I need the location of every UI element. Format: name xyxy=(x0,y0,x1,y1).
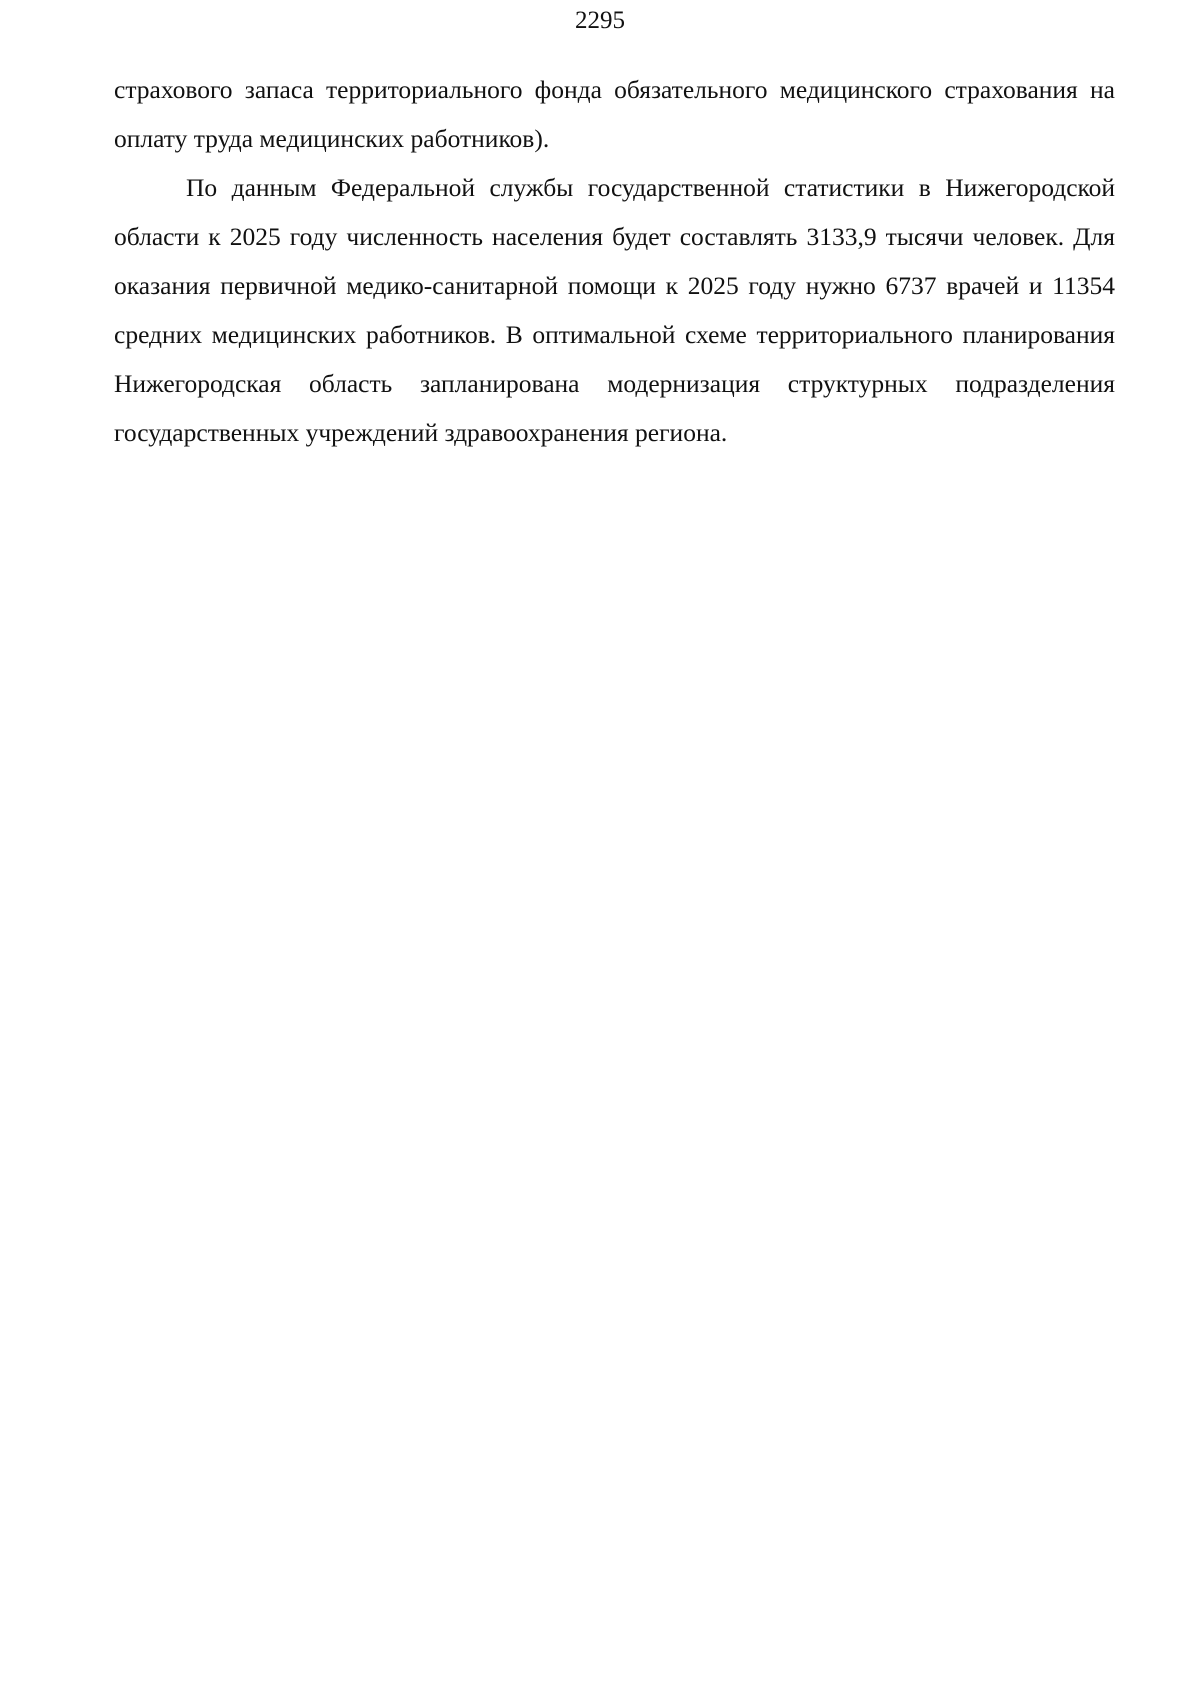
paragraph-population-statistics: По данным Федеральной службы государственной статистики в Нижегородской области к 2025 году численность населения будет составлять 3133,9 тысячи человек. Для оказания первичной медико-санитарной помощи к 2025 году нужно 6737 врачей и 11354 средних медицинских работников. В оптимальной схеме территориального планирования Нижегородская область запланирована модернизация структурных подразделения государственных учреждений здравоохранения региона. xyxy=(114,173,1115,447)
paragraph-continuation: страхового запаса территориального фонда обязательного медицинского страхования на оплату труда медицинских работников). xyxy=(114,75,1115,153)
document-body xyxy=(114,65,1115,457)
page-number: 2295 xyxy=(575,7,625,34)
